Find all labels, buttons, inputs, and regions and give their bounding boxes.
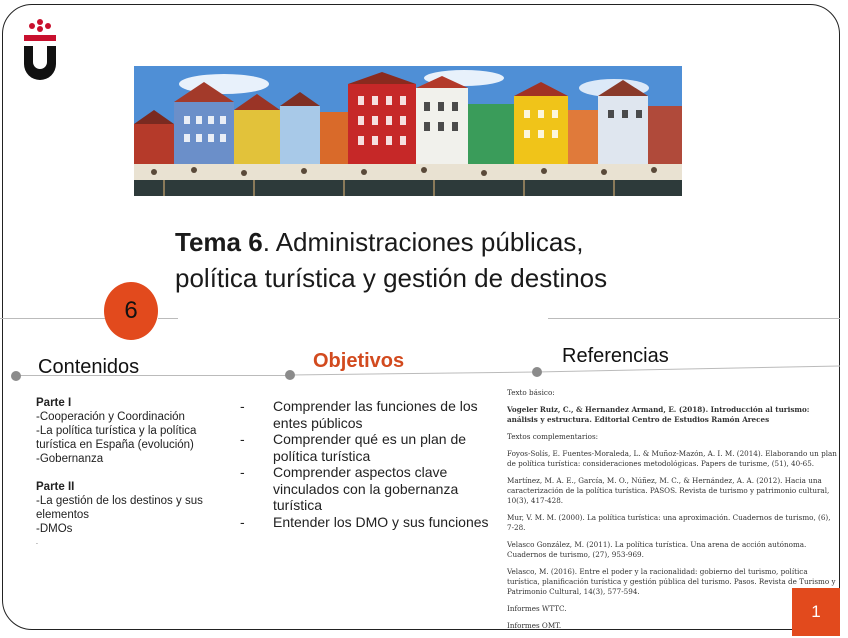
objetivos-list (240, 398, 490, 530)
ref-basic: Vogeler Ruiz, C., & Hernandez Armand, E. (2018). Introducción al turismo: análisis y estructura. Editorial Centro de Estudios Ramón Areces (507, 405, 810, 424)
objetivo-item: - Comprender aspectos clave vinculados con la gobernanza turística (240, 464, 490, 514)
contenidos-heading: Contenidos (38, 356, 140, 378)
timeline-line-mid (158, 318, 178, 319)
ref-basic-label: Texto básico: (507, 388, 555, 397)
ref-item: Informes WTTC. (507, 604, 567, 613)
ref-item: Mur, V. M. M. (2000). La política turística: una aproximación. Cuadernos de turismo, (6), 7-28. (507, 513, 831, 532)
ref-item: Informes OMT. (507, 621, 562, 630)
university-logo (20, 18, 60, 80)
timeline-line-left (0, 318, 110, 319)
part2-title: Parte II (36, 481, 75, 493)
part1-item: -La política turística y la política turística en España (evolución) (36, 425, 197, 451)
ref-item: Foyos-Solís, E. Fuentes-Moraleda, L. & Muñoz-Mazón, A. I. M. (2014). Elaborando un plan de política turística: consideraciones metodológicas. Papers de turisme, (51), 40-65. (507, 449, 837, 468)
page-number: 1 (792, 588, 840, 636)
title-line1-rest: . Administraciones públicas, (262, 227, 584, 257)
part1-title: Parte I (36, 397, 72, 409)
timeline-dot-contenidos (11, 371, 21, 381)
part1-item: -Cooperación y Coordinación (36, 411, 185, 423)
topic-number-badge: 6 (104, 282, 158, 340)
ref-item: Martínez, M. A. E., García, M. O., Núñez, M. C., & Hernández, A. A. (2012). Hacia una caracterización de la política turística. PASOS. Revista de turismo y patrimonio cultural, 10(3), 417-428. (507, 476, 830, 505)
ref-item: Velasco González, M. (2011). La política turística. Una arena de acción autónoma. Cuadernos de turismo, (27), 953-969. (507, 540, 807, 559)
title-bold: Tema 6 (175, 227, 263, 257)
contenidos-list (36, 396, 236, 550)
ref-item: Velasco, M. (2016). Entre el poder y la racionalidad: gobierno del turismo, política turística, planificación turística y gestión pública del turismo. Pasos. Revista de Turismo y Patrimonio Cultural, 14(3), 577-594. (507, 567, 836, 596)
part1-item: -Gobernanza (36, 453, 104, 465)
referencias-heading: Referencias (562, 345, 669, 367)
objetivo-item: - Entender los DMO y sus funciones (240, 514, 490, 531)
banner-image (134, 66, 682, 196)
title-line2: política turística y gestión de destinos (175, 263, 608, 293)
ref-complementary-label: Textos complementarios: (507, 432, 599, 441)
timeline-line-right (548, 318, 840, 319)
referencias-list (507, 388, 837, 638)
objetivo-item: - Comprender qué es un plan de política turística (240, 431, 490, 464)
part2-item: -DMOs (36, 523, 73, 535)
objetivos-heading: Objetivos (313, 350, 405, 372)
timeline-dot-referencias (532, 367, 542, 377)
slide-title (175, 224, 775, 296)
part2-item: -La gestión de los destinos y sus elementos (36, 495, 203, 521)
part2-item: . (36, 539, 38, 546)
objetivo-item: - Comprender las funciones de los entes públicos (240, 398, 490, 431)
timeline-dot-objetivos (285, 370, 295, 380)
